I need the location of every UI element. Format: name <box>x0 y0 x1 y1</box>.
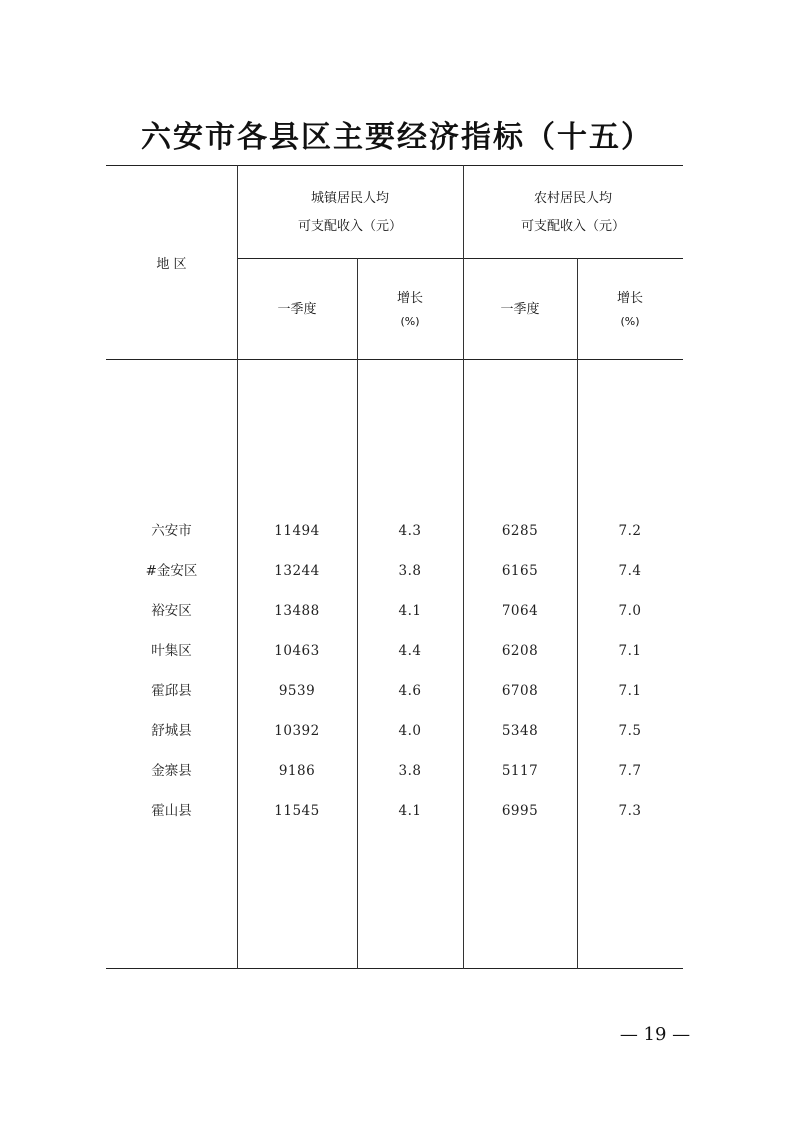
row-rural-q1: 5348 <box>501 723 539 739</box>
row-region: 裕安区 <box>151 603 192 619</box>
row-rural-growth: 7.0 <box>618 603 642 619</box>
page-title: 六安市各县区主要经济指标（十五） <box>141 120 653 155</box>
row-urban-growth: 4.3 <box>398 523 422 539</box>
row-region: 叶集区 <box>151 643 192 659</box>
header-rural-line2: 可支配收入（元） <box>520 219 625 234</box>
header-urban-line1: 城镇居民人均 <box>310 191 389 206</box>
row-rural-q1: 6208 <box>501 643 539 659</box>
table-top-rule <box>106 165 683 166</box>
row-urban-q1: 9539 <box>278 683 316 699</box>
row-region: 六安市 <box>151 523 192 539</box>
row-rural-growth: 7.1 <box>618 643 642 659</box>
row-rural-growth: 7.5 <box>618 723 642 739</box>
row-urban-q1: 13488 <box>274 603 320 619</box>
row-rural-growth: 7.1 <box>618 683 642 699</box>
row-rural-q1: 6995 <box>501 803 539 819</box>
table-bottom-rule <box>106 968 683 969</box>
row-urban-q1: 10392 <box>274 723 320 739</box>
header-region: 地 区 <box>156 257 187 272</box>
row-region: 舒城县 <box>151 723 192 739</box>
row-urban-growth: 3.8 <box>398 763 422 779</box>
row-urban-growth: 4.1 <box>398 603 422 619</box>
row-rural-growth: 7.3 <box>618 803 642 819</box>
row-urban-growth: 4.4 <box>398 643 422 659</box>
row-urban-q1: 13244 <box>274 563 320 579</box>
row-region: 霍邱县 <box>151 683 192 699</box>
row-rural-growth: 7.4 <box>618 563 642 579</box>
header-rural-growth: 增长 <box>616 291 643 306</box>
row-urban-growth: 4.6 <box>398 683 422 699</box>
row-urban-q1: 11494 <box>274 523 320 539</box>
row-urban-growth: 4.0 <box>398 723 422 739</box>
row-urban-growth: 3.8 <box>398 563 422 579</box>
page-number: — 19 — <box>619 1024 691 1045</box>
header-rural-growth-unit: (%) <box>620 315 640 328</box>
row-region: 霍山县 <box>151 803 192 819</box>
row-rural-q1: 7064 <box>501 603 539 619</box>
header-urban-growth-unit: (%) <box>400 315 420 328</box>
header-rural-quarter: 一季度 <box>500 302 540 317</box>
group-header-rule <box>237 258 683 259</box>
row-rural-growth: 7.7 <box>618 763 642 779</box>
header-bottom-rule <box>106 359 683 360</box>
header-urban-line2: 可支配收入（元） <box>297 219 402 234</box>
header-rural-line1: 农村居民人均 <box>533 191 612 206</box>
row-urban-growth: 4.1 <box>398 803 422 819</box>
indicators-table <box>106 165 683 969</box>
row-region: #金安区 <box>145 563 198 579</box>
row-rural-q1: 5117 <box>501 763 539 779</box>
header-urban-quarter: 一季度 <box>277 302 317 317</box>
row-urban-q1: 10463 <box>274 643 320 659</box>
row-rural-growth: 7.2 <box>618 523 642 539</box>
row-urban-q1: 9186 <box>278 763 316 779</box>
row-rural-q1: 6165 <box>501 563 539 579</box>
row-rural-q1: 6285 <box>501 523 539 539</box>
row-urban-q1: 11545 <box>274 803 320 819</box>
row-region: 金寨县 <box>151 763 192 779</box>
header-urban-growth: 增长 <box>396 291 423 306</box>
row-rural-q1: 6708 <box>501 683 539 699</box>
